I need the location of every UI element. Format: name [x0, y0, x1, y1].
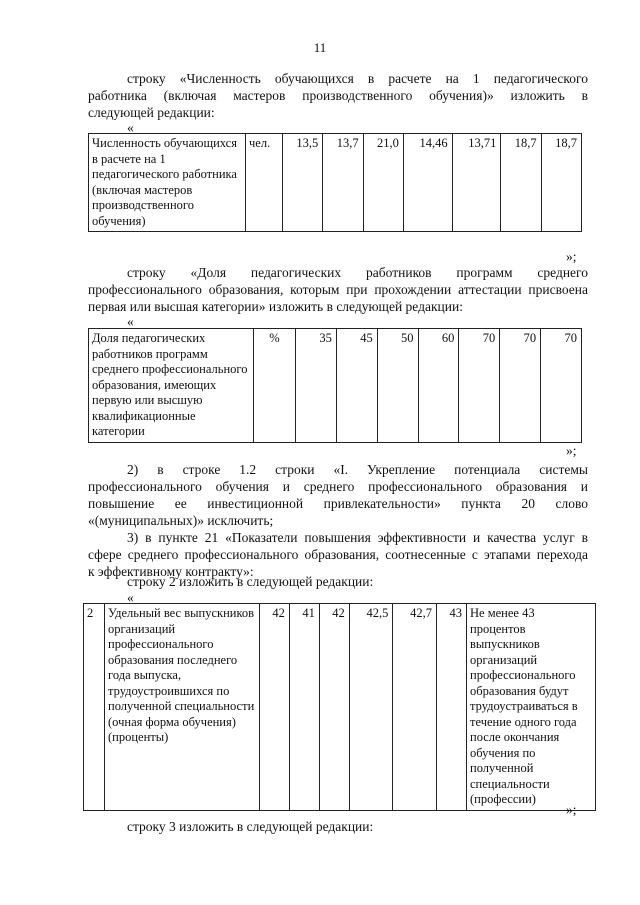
- quote-close-1: »;: [566, 249, 577, 264]
- table3-value: 42: [319, 604, 349, 811]
- para2-line1: строку «Доля педагогических работников программ среднего: [127, 265, 588, 280]
- para4-line2: сфере среднего профессионального образования, соотнесенные с этапами перехода: [88, 547, 588, 562]
- para6: строку 3 изложить в следующей редакции:: [127, 819, 374, 834]
- para2-line2: профессионального образования, которым при прохождении аттестации присвоена: [88, 282, 588, 297]
- table1-value: 21,0: [363, 134, 403, 232]
- table1-value: 13,7: [323, 134, 363, 232]
- para3-line1: 2) в строке 1.2 строки «I. Укрепление потенциала системы: [127, 462, 588, 477]
- table1-value: 18,7: [541, 134, 581, 232]
- table3-value: 41: [289, 604, 319, 811]
- para3-line4: «(муниципальных)» исключить;: [88, 513, 274, 528]
- para3-line2: профессионального обучения и среднего профессионального образования и: [88, 479, 588, 494]
- quote-open: «: [127, 314, 134, 329]
- table2-value: 60: [418, 329, 459, 443]
- para5: строку 2 изложить в следующей редакции:: [127, 574, 374, 589]
- table1-label: Численность обучающихся в расчете на 1 педагогического работника (включая мастеров производственного обучения): [89, 134, 246, 232]
- table2-value: 50: [377, 329, 418, 443]
- table3-note: Не менее 43 процентов выпускников организаций профессионального образования будут трудоустраиваться в течение одного года после окончания обучения по полученной специальности (профессии): [467, 604, 596, 811]
- quote-close-2: »;: [566, 443, 577, 458]
- quote-open: «: [127, 590, 134, 605]
- table3-value: 42,5: [349, 604, 393, 811]
- para1-line1: строку «Численность обучающихся в расчете на 1 педагогического: [127, 71, 588, 86]
- para1-line2: работника (включая мастеров производственного обучения)» изложить в: [88, 88, 588, 103]
- table1-value: 13,5: [283, 134, 323, 232]
- table2-value: 45: [336, 329, 377, 443]
- table2-value: 70: [459, 329, 500, 443]
- table1-value: 13,71: [452, 134, 501, 232]
- table1-value: 18,7: [501, 134, 541, 232]
- table1-unit: чел.: [246, 134, 283, 232]
- para1-line3: следующей редакции:: [88, 105, 215, 120]
- table3-num: 2: [84, 604, 105, 811]
- table-2: [88, 328, 582, 443]
- table-1: [88, 133, 582, 232]
- table2-unit: %: [254, 329, 296, 443]
- table2-value: 35: [296, 329, 337, 443]
- table3-value: 42,7: [393, 604, 437, 811]
- table2-value: 70: [541, 329, 582, 443]
- table3-value: 42: [260, 604, 290, 811]
- para4-line3: к эффективному контракту»:: [88, 564, 254, 579]
- quote-close-3: »;: [566, 802, 577, 817]
- table2-label: Доля педагогических работников программ среднего профессионального образования, имеющих первую или высшую квалификационные категории: [89, 329, 254, 443]
- table3-value: 43: [437, 604, 467, 811]
- page-number: 11: [313, 40, 327, 55]
- para2-line3: первая или высшая категории» изложить в следующей редакции:: [88, 299, 463, 314]
- table3-label: Удельный вес выпускников организаций профессионального образования последнего года выпуска, трудоустроившихся по полученной специальности (очная форма обучения) (проценты): [105, 604, 260, 811]
- para4-line1: 3) в пункте 21 «Показатели повышения эффективности и качества услуг в: [127, 530, 588, 545]
- table2-value: 70: [500, 329, 541, 443]
- table1-value: 14,46: [403, 134, 452, 232]
- table-3: [83, 603, 596, 811]
- quote-open: «: [127, 120, 134, 135]
- para3-line3: повышение ее инвестиционной привлекательности» пункта 20 слово: [88, 496, 588, 511]
